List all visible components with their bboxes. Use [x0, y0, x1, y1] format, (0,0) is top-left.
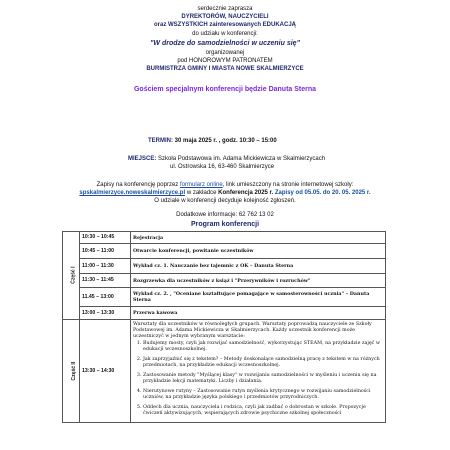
list-item: 2. Jak zaprzyjaźnić się z tekstem? – Metody doskonalące samodzielną pracę z tekstem w na różnych przedmiotach, na przykładzie edukacji wczesnoszkolnej. — [143, 357, 383, 370]
program-title: Program konferencji — [190, 221, 260, 228]
place-address: ul. Ostrowska 16, 63-460 Skalmierzyce — [170, 164, 275, 170]
desc-cell: Wykład cz. 1. Nauczanie bez tajemnic z OK – Danuta Sterna — [131, 259, 386, 274]
table-row — [63, 288, 386, 307]
place-school: Szkoła Podstawowa im. Adama Mickiewicza w Skalmierzycach — [158, 156, 326, 162]
day-cell — [63, 320, 80, 423]
desc-cell: Otwarcie konferencji, powitanie uczestników — [131, 244, 386, 259]
school-site-link[interactable]: spskalmierzyce.noweskalmierzyce.pl — [79, 190, 186, 196]
time-cell: 11.45 – 13:00 — [80, 288, 131, 307]
registration-tab: Konferencja 2025 r. — [218, 190, 274, 196]
workshop-intro: Warsztaty dla uczestników w równoległych grupach. Warsztaty poprowadzą nauczyciele ze Szkoły Podstawowej im. Adama Mickiewicza w Skalmierzycach. Każdy uczestnik konferencji może uczestniczyć w jednym wybranym warsztacie: — [133, 322, 372, 339]
event-place — [128, 156, 325, 162]
date-label: TERMIN: — [148, 138, 173, 144]
registration-line-2 — [0, 190, 450, 196]
workshop-list — [143, 341, 383, 418]
list-item: 3. Zastosowanie metody "Myślącej klasy" w rozwijaniu samodzielności w myśleniu i uczeniu się na przykładzie lekcji matematyki. Liczby i działania. — [143, 373, 383, 386]
table-row — [63, 244, 386, 259]
day-label: Część II — [71, 361, 78, 381]
time-cell: 11:30 – 11:45 — [80, 274, 131, 288]
place-label: MIEJSCE: — [128, 156, 157, 162]
organized-text: organizowanej — [205, 50, 245, 56]
special-guest: Gościem specjalnym konferencji będzie Danuta Sterna — [133, 86, 317, 93]
intro-text: serdecznie zaprasza — [197, 6, 253, 12]
desc-cell: Wykład cz. 2. , "Oceniane kształtujące pomagające w samosterowności ucznia" – Danuta Sterna — [131, 288, 386, 307]
day-cell — [63, 232, 80, 320]
audience-line-1: DYREKTORÓW, NAUCZYCIELI — [181, 14, 269, 20]
desc-cell: Rozgrzewka dla uczestników z książ i "Przerywników i rozruchów" — [131, 274, 386, 288]
patronage-text: pod HONOROWYM PATRONATEM — [177, 58, 273, 64]
table-row — [63, 232, 386, 244]
invitation-text: do udziału w konferencji: — [192, 31, 258, 37]
registration-text: Zapisy na konferencję poprzez — [96, 182, 179, 188]
time-cell: 10:45 – 11:00 — [80, 244, 131, 259]
registration-text-2: , link umieszczony na stronie internetowej szkoły: — [222, 182, 354, 188]
registration-order: O udziale w konferencji decyduje kolejność zgłoszeń. — [154, 198, 296, 204]
event-date — [148, 138, 277, 144]
contact-info: Dodatkowe informacje: 62 762 13 02 — [176, 212, 274, 218]
table-row — [63, 307, 386, 320]
time-cell: 10:30 – 10:45 — [80, 232, 131, 244]
form-link[interactable]: formularz online — [179, 182, 223, 188]
desc-cell: Rejestracja — [131, 232, 386, 244]
list-item: 1. Budujemy mosty, czyli jak rozwijać samodzielność, wykorzystując STEAM, na przykładzie zajęć w edukacji wczesnoszkolnej. — [143, 341, 383, 354]
program-table — [62, 231, 386, 423]
registration-dates: Zapisy od 05.05. do 20. 05. 2025 r. — [274, 190, 371, 196]
list-item: 5. Oddech dla ucznia, nauczyciela i rodzica, czyli jak zadbać o dobrostan w szkole. Propozycje ćwiczeń aktywizujących, wspierających zdrowie psychiczne szkolnej społeczności — [143, 405, 383, 418]
time-cell: 11:00 – 11:30 — [80, 259, 131, 274]
patron-name: BURMISTRZA GMINY I MIASTA NOWE SKALMIERZYCE — [146, 66, 304, 72]
registration-line-1 — [0, 182, 450, 188]
table-row — [63, 259, 386, 274]
desc-cell: Przerwa kawowa — [131, 307, 386, 320]
conference-title: "W drodze do samodzielności w uczeniu się" — [150, 40, 300, 47]
time-cell: 13:30 – 14:30 — [80, 320, 131, 423]
registration-text-3: w zakładce — [186, 190, 217, 196]
workshop-cell — [131, 320, 386, 423]
day-label: Część I — [70, 266, 77, 285]
audience-line-2: oraz WSZYSTKICH zainteresowanych EDUKACJĄ — [153, 22, 297, 28]
table-row — [63, 274, 386, 288]
time-cell: 13:00 – 13:30 — [80, 307, 131, 320]
table-row — [63, 320, 386, 423]
list-item: 4. Nierutynowe rutyny – Zastosowanie rutyn myślenia krytycznego w rozwijaniu samodzielności uczniów, na przykładzie języka polskiego i przedmiotów przyrodniczych. — [143, 389, 383, 402]
date-value: 30 maja 2025 r. , godz. 10:30 – 15:00 — [174, 138, 277, 144]
